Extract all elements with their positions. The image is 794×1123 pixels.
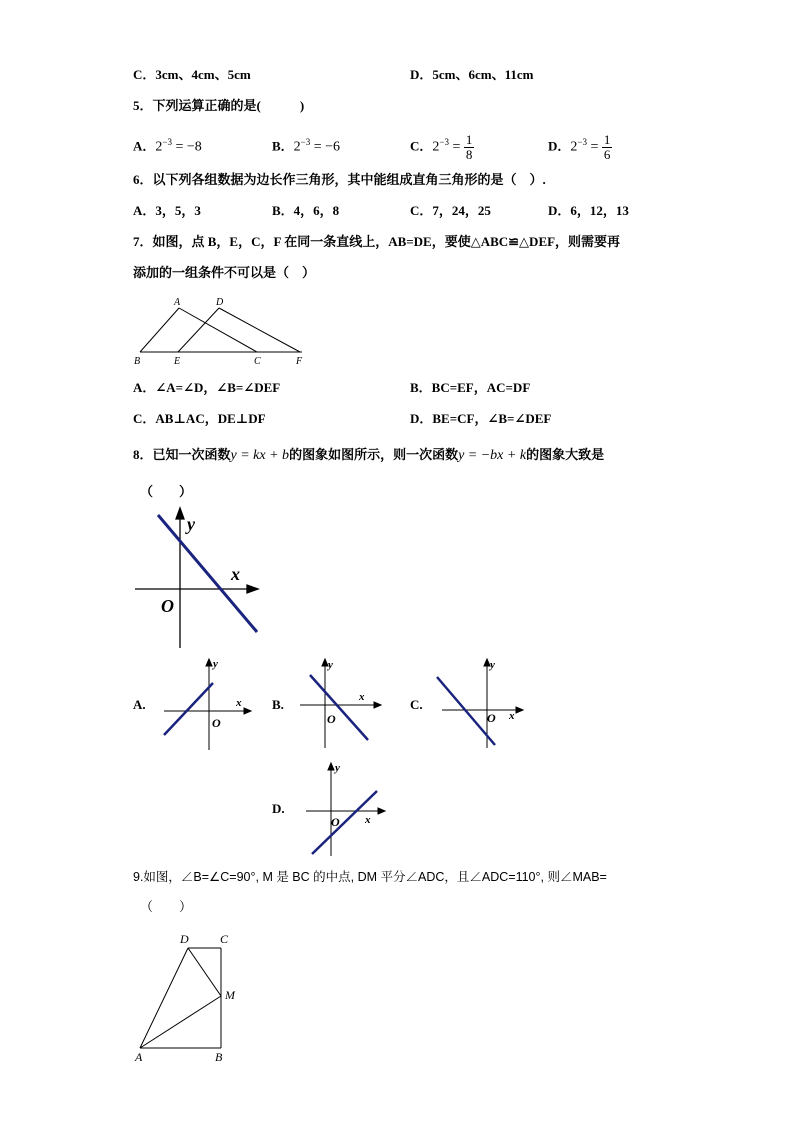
q9-label-c: C (220, 932, 229, 946)
q7-label-a: A (174, 297, 181, 308)
q8-main-x-arrow (247, 585, 258, 593)
x-arrow (516, 707, 523, 713)
q9-label-b: B (215, 1050, 223, 1064)
q6-option-b: B．4，6，8 (272, 203, 340, 218)
q7-label-f: F (296, 356, 303, 367)
q5-option-d-fraction: $\frac{1}{6}$ (603, 131, 611, 162)
q8-formula-1: y = kx + b (230, 448, 290, 463)
q9-stem: 9.如图，∠B=∠C=90°, M 是 BC 的中点, DM 平分∠ADC，且∠ADC=110°, 则∠MAB= (133, 870, 607, 884)
q8-option-b-x: x (359, 691, 365, 703)
q7-segment-ac (179, 308, 257, 352)
q6-option-c: C．7，24，25 (410, 203, 491, 218)
q9-label-d: D (180, 932, 189, 946)
q8-option-b-y: y (328, 659, 333, 671)
q8-option-b-label: B. (272, 697, 284, 712)
q7-option-c: C．AB⊥AC，DE⊥DF (133, 411, 266, 426)
q7-label-c: C (254, 356, 261, 367)
q4-option-c: C．3cm、4cm、5cm (133, 67, 251, 82)
q7-segment-df (219, 308, 300, 352)
q8-paren: （ ） (140, 484, 193, 499)
q8-formula-2: y = −bx + k (458, 448, 527, 463)
q8-option-b-graph (298, 655, 388, 755)
q4-option-d: D．5cm、6cm、11cm (410, 67, 534, 82)
q7-option-d: D．BE=CF，∠B=∠DEF (410, 411, 552, 426)
q8-stem: 8．已知一次函数y = kx + b的图象如图所示，则一次函数y = −bx + k的图象大致是 (133, 447, 605, 463)
q8-option-c-x: x (509, 710, 515, 722)
q7-segment-ab (140, 308, 179, 352)
q7-label-d: D (216, 297, 224, 308)
q5-option-c: C．$2^{-3}$ = $\frac{1}{8}$ (410, 131, 473, 162)
q5-stem: 5．下列运算正确的是( ) (133, 98, 305, 113)
x-arrow (244, 708, 251, 714)
q8-option-d-x: x (365, 814, 371, 826)
q8-option-b-line (310, 675, 368, 740)
q7-option-a: A．∠A=∠D，∠B=∠DEF (133, 380, 281, 395)
x-arrow (374, 702, 381, 708)
q8-main-x-label: x (231, 564, 240, 584)
q8-option-d-y: y (335, 762, 340, 774)
q8-main-graph (130, 505, 270, 655)
q8-option-a-o: O (212, 716, 221, 730)
q8-main-y-label: y (187, 514, 195, 534)
q7-figure (130, 295, 310, 370)
q8-option-c-label: C. (410, 697, 423, 712)
q8-option-c-o: O (487, 711, 496, 725)
q9-segment-dm (188, 948, 221, 996)
q9-label-m: M (225, 988, 235, 1002)
q8-option-c-y: y (490, 659, 495, 671)
q5-option-d: D．$2^{-3}$ = $\frac{1}{6}$ (548, 131, 611, 162)
q7-stem-line2: 添加的一组条件不可以是（ ） (133, 265, 316, 280)
q5-option-b: B．$2^{-3} = -6$ (272, 137, 341, 155)
q5-option-c-fraction: $\frac{1}{8}$ (465, 131, 473, 162)
q8-option-c-graph (434, 655, 529, 755)
q9-paren: （ ） (140, 899, 193, 914)
x-arrow (378, 808, 385, 814)
y-arrow (328, 763, 334, 770)
q8-option-d-graph (304, 758, 394, 863)
q8-main-origin-label: O (161, 596, 174, 616)
q8-main-y-arrow (176, 508, 184, 519)
q9-figure (130, 928, 250, 1068)
q8-option-d-o: O (331, 815, 340, 829)
y-arrow (206, 659, 212, 666)
q6-stem: 6．以下列各组数据为边长作三角形，其中能组成直角三角形的是（ ）. (133, 172, 546, 187)
q7-stem-line1: 7．如图，点 B，E，C，F 在同一条直线上，AB=DE，要使△ABC≌△DEF，则需要再 (133, 234, 621, 249)
q7-option-b: B．BC=EF，AC=DF (410, 380, 531, 395)
q8-option-a-x: x (236, 697, 242, 709)
q8-option-a-graph (160, 655, 255, 755)
q7-label-b: B (134, 356, 141, 367)
q6-option-d: D．6，12，13 (548, 203, 629, 218)
q8-option-a-label: A. (133, 697, 146, 712)
q8-option-a-line (164, 683, 213, 735)
q5-option-a: A．$2^{-3} = -8$ (133, 137, 202, 155)
q7-label-e: E (174, 356, 181, 367)
q9-label-a: A (135, 1050, 143, 1064)
q8-option-b-o: O (327, 712, 336, 726)
q8-option-a-y: y (213, 658, 218, 670)
q8-option-d-label: D. (272, 801, 285, 816)
q6-option-a: A．3，5，3 (133, 203, 201, 218)
q7-segment-ed (178, 308, 219, 352)
